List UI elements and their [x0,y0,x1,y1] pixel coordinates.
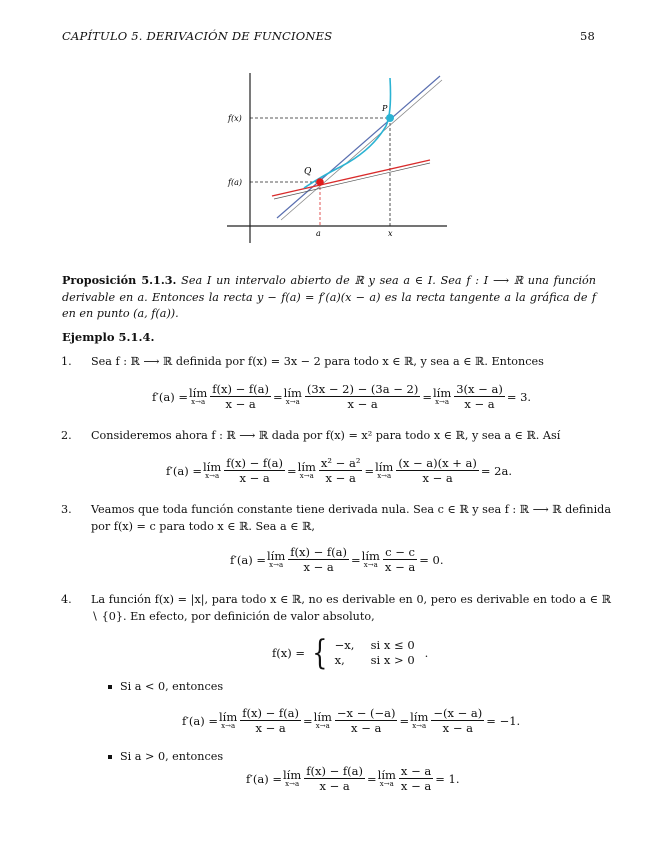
list-item-4: 4. La función f(x) = |x|, para todo x ∈ ℝ, no es derivable en 0, pero es derivable en todo a ∈ ℝ ∖ {0}. En efecto, por definición de valor absoluto, [61,593,611,623]
label-fa: f(a) [228,178,242,187]
tangent-line-shadow [274,163,430,199]
proposition-title: Proposición 5.1.3. [62,273,177,287]
bullet-positive: Si a > 0, entonces [108,750,223,763]
list-item-1: 1. Sea f : ℝ ⟶ ℝ definida por f(x) = 3x − 2 para todo x ∈ ℝ, y sea a ∈ ℝ. Entonces [61,355,544,368]
label-x: x [388,229,393,238]
tangent-secant-figure [222,68,452,248]
equation-1: f′(a) = lím x→a $\frac{f(x) - f(a)}{x - a}$ = lím x→a $\frac{(3x - 2) - (3a - 2)}{x - a}$ = lím x→a $\frac{3(x - a)}{x - a}$ = 3. [152,382,532,411]
label-Q: Q [304,167,312,177]
label-a: a [316,229,321,238]
tangent-line [272,160,430,196]
page-number: 58 [579,29,595,43]
list-item-3: 3. Veamos que toda función constante tiene derivada nula. Sea c ∈ ℝ y sea f : ℝ ⟶ ℝ definida por f(x) = c para todo x ∈ ℝ. Sea a ∈ ℝ, [61,503,611,533]
secant-line-shadow [281,80,442,220]
point-P [386,114,394,122]
proposition-text: Sea I un intervalo abierto de ℝ y sea a ∈ I. Sea f : I ⟶ ℝ una función derivable en a. Entonces la recta y − f(a) = f′(a)(x − a) es la recta tangente a la gráfica de f en en punto (a, f(a)). [62,274,596,320]
secant-line [277,76,440,218]
label-P: P [382,104,388,113]
example-title: Ejemplo 5.1.4. [62,330,155,344]
list-item-2: 2. Consideremos ahora f : ℝ ⟶ ℝ dada por f(x) = x² para todo x ∈ ℝ, y sea a ∈ ℝ. Así [61,429,561,442]
equation-2: f′(a) = lím x→a $\frac{f(x) - f(a)}{x - a}$ = lím x→a $\frac{\text{x² − a²}}{x - a}$ = lím x→a $\frac{(x - a)(x + a)}{x - a}$ = 2a. [166,456,512,485]
proposition [62,272,596,323]
label-fx: f(x) [228,114,242,123]
equation-3: f′(a) = lím x→a $\frac{f(x) - f(a)}{x - a}$ = lím x→a $\frac{c - c}{x - a}$ = 0. [230,545,444,574]
equation-4: f′(a) = lím x→a $\frac{f(x) - f(a)}{x - a}$ = lím x→a $\frac{-x - (-a)}{x - a}$ = lím x→a $\frac{-(x - a)}{x - a}$ = −1. [182,706,521,735]
running-header: CAPÍTULO 5. DERIVACIÓN DE FUNCIONES [62,29,333,43]
equation-5: f′(a) = lím x→a $\frac{f(x) - f(a)}{x - a}$ = lím x→a $\frac{x - a}{x - a}$ = 1. [246,764,460,793]
abs-value-definition: f(x) = { −x, si x ≤ 0 x, si x > 0 . [272,633,429,673]
bullet-negative: Si a < 0, entonces [108,680,223,693]
point-Q [316,178,324,186]
